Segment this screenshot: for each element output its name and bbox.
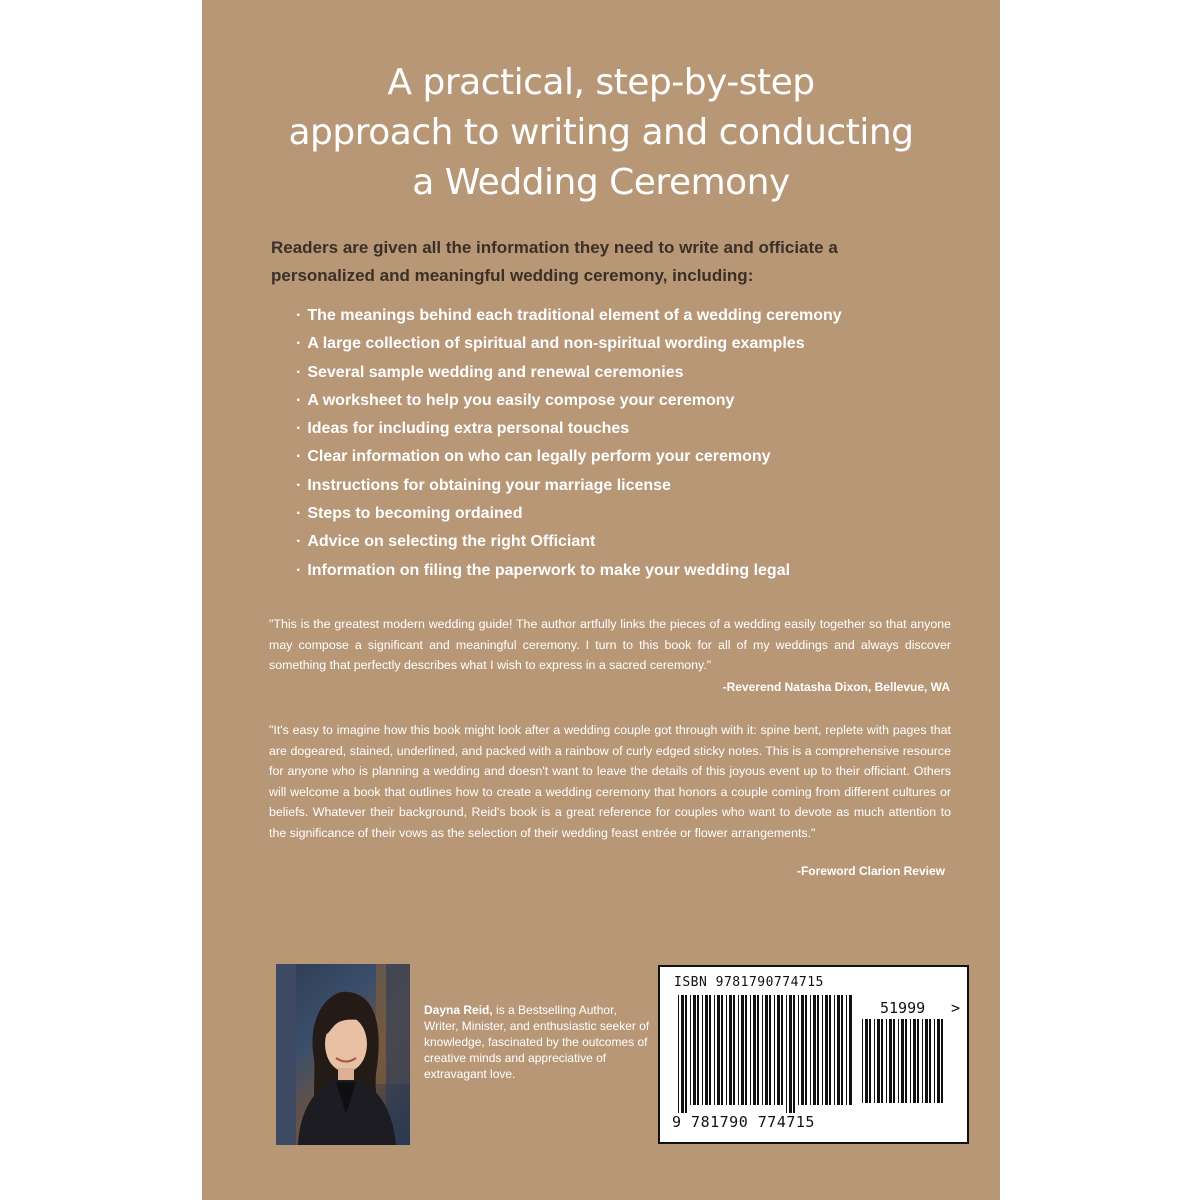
headline-line-1: A practical, step-by-step: [387, 62, 815, 103]
barcode-bar: [745, 995, 747, 1105]
feature-item: [296, 472, 916, 500]
barcode-bar: [886, 1019, 887, 1103]
price-barcode-bars: [862, 1019, 944, 1111]
barcode-bar: [822, 995, 823, 1105]
bullet-icon: ·: [296, 476, 302, 494]
author-portrait-icon: [276, 964, 410, 1145]
feature-text: A worksheet to help you easily compose your ceremony: [307, 391, 735, 409]
bullet-icon: ·: [296, 420, 302, 438]
feature-text: A large collection of spiritual and non-spiritual wording examples: [307, 335, 805, 353]
barcode-bar: [693, 995, 696, 1105]
barcode-bar: [726, 995, 727, 1105]
barcode-bar: [801, 995, 804, 1105]
feature-item: [296, 500, 916, 528]
feature-text: Information on filing the paperwork to make your wedding legal: [307, 561, 791, 579]
headline-line-2: approach to writing and conducting: [288, 112, 914, 153]
barcode-bar: [922, 1019, 923, 1103]
bullet-icon: ·: [296, 391, 302, 409]
feature-item: [296, 557, 916, 585]
barcode-digits: 9 781790 774715: [672, 1113, 815, 1131]
author-bio-text: is a Bestselling Author, Writer, Minister, and enthusiastic seeker of knowledge, fascinated by the outcomes of creative minds and appreciative of extravagant love.: [424, 1003, 650, 1081]
headline: [202, 58, 1000, 208]
barcode-bar: [841, 995, 843, 1105]
review-quote-1: "This is the greatest modern wedding guide! The author artfully links the pieces of a wedding easily together so that anyone may compose a significant and meaningful ceremony. I turn to this book for all of my weddings and always discover something that perfectly describes what I wish to express in a sacred ceremony.": [269, 617, 951, 672]
feature-text: The meanings behind each traditional element of a wedding ceremony: [307, 307, 842, 324]
barcode-bar: [849, 995, 852, 1105]
barcode-bar: [893, 1019, 895, 1103]
barcode-bar: [777, 995, 780, 1105]
bullet-icon: ·: [296, 307, 302, 324]
barcode-bar: [793, 995, 795, 1113]
barcode-bar: [681, 995, 684, 1113]
barcode-bar: [905, 1019, 907, 1103]
feature-item: [296, 443, 916, 471]
price-code: 51999: [880, 999, 926, 1017]
barcode-bar: [937, 1019, 940, 1103]
barcode-bar: [925, 1019, 928, 1103]
barcode-bar: [757, 995, 759, 1105]
barcode-bar: [721, 995, 723, 1105]
barcode-bar: [789, 995, 792, 1113]
barcode-bar: [781, 995, 783, 1105]
intro-paragraph: Readers are given all the information they need to write and officiate a personalized and meaningful wedding ceremony, including:: [271, 238, 838, 285]
barcode-bar: [874, 1019, 875, 1103]
review-attribution-1: -Reverend Natasha Dixon, Bellevue, WA: [722, 680, 950, 694]
review-quote-2: "It's easy to imagine how this book might look after a wedding couple got through with it: spine bent, replete with pages that are dogeared, stained, underlined, and packed with a rainbow of curly edged sticky notes. This is a comprehensive resource for anyone who is planning a wedding and doesn't want to leave the details of this joyous event up to their officiant. Others will welcome a book that outlines how to create a wedding ceremony that honors a couple coming from different cultures or beliefs. Whatever their background, Reid's book is a great reference for couples who want to devote as much attention to the significance of their vows as the selection of their wedding feast entrée or flower arrangements.": [269, 723, 951, 840]
barcode-bar: [786, 995, 787, 1113]
review-attribution-2: -Foreword Clarion Review: [796, 864, 945, 878]
feature-list: [296, 302, 916, 585]
headline-line-3: a Wedding Ceremony: [412, 162, 790, 203]
bullet-icon: ·: [296, 505, 302, 523]
barcode-bar: [901, 1019, 904, 1103]
barcode-bar: [685, 995, 687, 1113]
book-back-cover: [202, 0, 1000, 1200]
feature-item: [296, 415, 916, 443]
barcode-bar: [769, 995, 771, 1105]
barcode-bar: [753, 995, 756, 1105]
barcode-bar: [929, 1019, 931, 1103]
isbn-barcode: [658, 965, 969, 1144]
feature-text: Steps to becoming ordained: [307, 505, 523, 523]
barcode-bar: [714, 995, 715, 1105]
barcode-bar: [829, 995, 831, 1105]
barcode-bar: [733, 995, 735, 1105]
barcode-bar: [877, 1019, 880, 1103]
barcode-bar: [705, 995, 708, 1105]
barcode-bar: [869, 1019, 871, 1103]
barcode-bar: [717, 995, 720, 1105]
barcode-bar: [690, 995, 691, 1105]
barcode-bar: [774, 995, 775, 1105]
feature-text: Several sample wedding and renewal ceremonies: [307, 363, 684, 381]
author-photo: [276, 964, 410, 1145]
barcode-bar: [934, 1019, 935, 1103]
bullet-icon: ·: [296, 335, 302, 353]
barcode-bar: [881, 1019, 883, 1103]
barcode-bar: [697, 995, 699, 1105]
barcode-bar: [889, 1019, 892, 1103]
feature-item: [296, 387, 916, 415]
barcode-bar: [898, 1019, 899, 1103]
isbn-label: ISBN 9781790774715: [674, 975, 824, 990]
barcode-bar: [709, 995, 711, 1105]
feature-item: [296, 302, 916, 330]
barcode-bar: [865, 1019, 868, 1103]
bullet-icon: ·: [296, 533, 302, 551]
barcode-bar: [738, 995, 739, 1105]
barcode-bar: [817, 995, 819, 1105]
barcode-bar: [941, 1019, 943, 1103]
barcode-bar: [862, 1019, 863, 1103]
barcode-bar: [810, 995, 811, 1105]
feature-item: [296, 330, 916, 358]
barcode-bar: [917, 1019, 919, 1103]
barcode-bars: [678, 995, 854, 1113]
barcode-bar: [846, 995, 847, 1105]
barcode-bar: [741, 995, 744, 1105]
feature-text: Ideas for including extra personal touches: [307, 420, 630, 438]
bullet-icon: ·: [296, 448, 302, 466]
author-name: Dayna Reid,: [424, 1003, 493, 1017]
bullet-icon: ·: [296, 363, 302, 381]
feature-text: Instructions for obtaining your marriage license: [307, 476, 671, 494]
bullet-icon: ·: [296, 561, 302, 579]
feature-text: Advice on selecting the right Officiant: [307, 533, 596, 551]
barcode-bar: [825, 995, 828, 1105]
author-bio: [424, 1002, 650, 1082]
barcode-bar: [678, 995, 679, 1113]
feature-item: [296, 528, 916, 556]
barcode-bar: [913, 1019, 916, 1103]
feature-item: [296, 359, 916, 387]
barcode-bar: [750, 995, 751, 1105]
barcode-bar: [765, 995, 768, 1105]
barcode-bar: [834, 995, 835, 1105]
barcode-bar: [702, 995, 703, 1105]
barcode-bar: [729, 995, 732, 1105]
barcode-bar: [910, 1019, 911, 1103]
barcode-bar: [805, 995, 807, 1105]
barcode-bar: [762, 995, 763, 1105]
price-arrow: >: [951, 999, 961, 1017]
barcode-bar: [798, 995, 799, 1105]
barcode-bar: [837, 995, 840, 1105]
barcode-bar: [813, 995, 816, 1105]
feature-text: Clear information on who can legally perform your ceremony: [307, 448, 771, 466]
